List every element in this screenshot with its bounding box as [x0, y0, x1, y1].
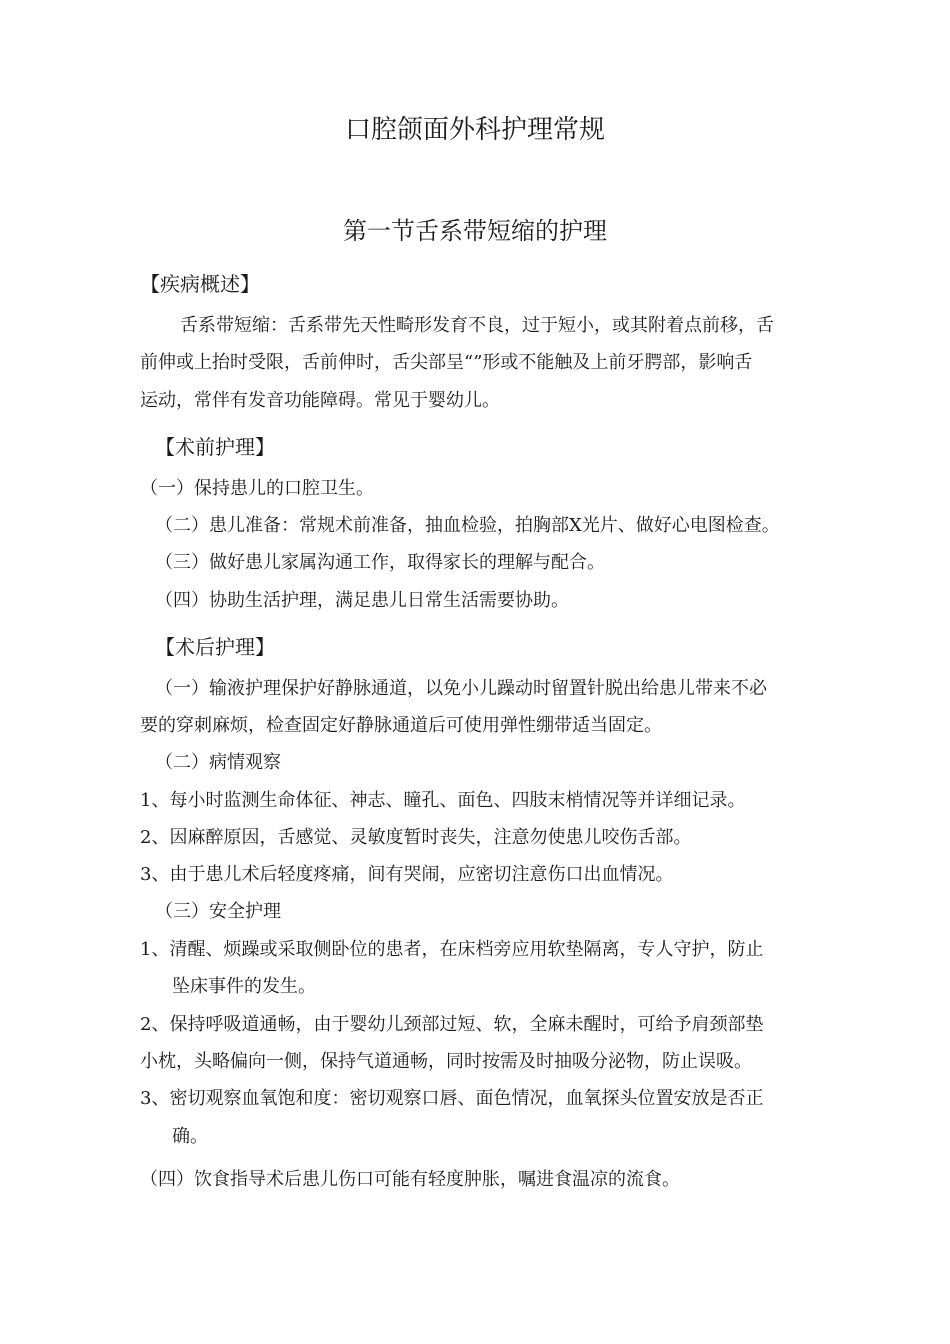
infusion-line-1: （一）输液护理保护好静脉通道，以免小儿躁动时留置针脱出给患儿带来不必 [155, 678, 767, 699]
preop-item-1: （一）保持患儿的口腔卫生。 [140, 478, 374, 499]
overview-line-1: 舌系带短缩：舌系带先天性畸形发育不良，过于短小，或其附着点前移，舌 [180, 315, 774, 336]
diet-guidance: （四）饮食指导术后患儿伤口可能有轻度肿胀，嘱进食温凉的流食。 [140, 1169, 680, 1190]
preop-item-2: （二）患儿准备：常规术前准备，抽血检验，拍胸部X光片、做好心电图检查。 [155, 515, 780, 536]
preop-item-4: （四）协助生活护理，满足患儿日常生活需要协助。 [155, 590, 569, 611]
safety-line-1: 1、清醒、烦躁或采取侧卧位的患者，在床档旁应用软垫隔离，专人守护，防止 [140, 939, 764, 960]
overview-heading: 【疾病概述】 [140, 272, 260, 296]
observation-item-2: 2、因麻醉原因，舌感觉、灵敏度暂时丧失，注意勿使患儿咬伤舌部。 [140, 827, 692, 848]
overview-line-2: 前伸或上抬时受限，舌前伸时，舌尖部呈“”形或不能触及上前牙腭部，影响舌 [140, 352, 753, 373]
safety-line-6: 确。 [172, 1126, 208, 1147]
overview-line-3: 运动，常伴有发音功能障碍。常见于婴幼儿。 [140, 390, 500, 411]
safety-line-5: 3、密切观察血氧饱和度：密切观察口唇、面色情况，血氧探头位置安放是否正 [140, 1088, 764, 1109]
postop-heading: 【术后护理】 [155, 635, 275, 659]
preop-item-3: （三）做好患儿家属沟通工作，取得家长的理解与配合。 [155, 552, 605, 573]
observation-item-3: 3、由于患儿术后轻度疼痛，间有哭闹，应密切注意伤口出血情况。 [140, 864, 674, 885]
safety-line-4: 小枕，头略偏向一侧，保持气道通畅，同时按需及时抽吸分泌物，防止误吸。 [140, 1051, 752, 1072]
preop-heading: 【术前护理】 [155, 435, 275, 459]
document-title: 口腔颌面外科护理常规 [344, 115, 605, 145]
safety-line-2: 坠床事件的发生。 [172, 976, 316, 997]
safety-line-3: 2、保持呼吸道通畅，由于婴幼儿颈部过短、软，全麻未醒时，可给予肩颈部垫 [140, 1014, 764, 1035]
observation-item-1: 1、每小时监测生命体征、神志、瞳孔、面色、四肢末梢情况等并详细记录。 [140, 790, 746, 811]
section-title: 第一节舌系带短缩的护理 [343, 217, 607, 245]
observation-heading: （二）病情观察 [155, 752, 281, 773]
safety-heading: （三）安全护理 [155, 901, 281, 922]
infusion-line-2: 要的穿刺麻烦，检查固定好静脉通道后可使用弹性绷带适当固定。 [140, 715, 662, 736]
